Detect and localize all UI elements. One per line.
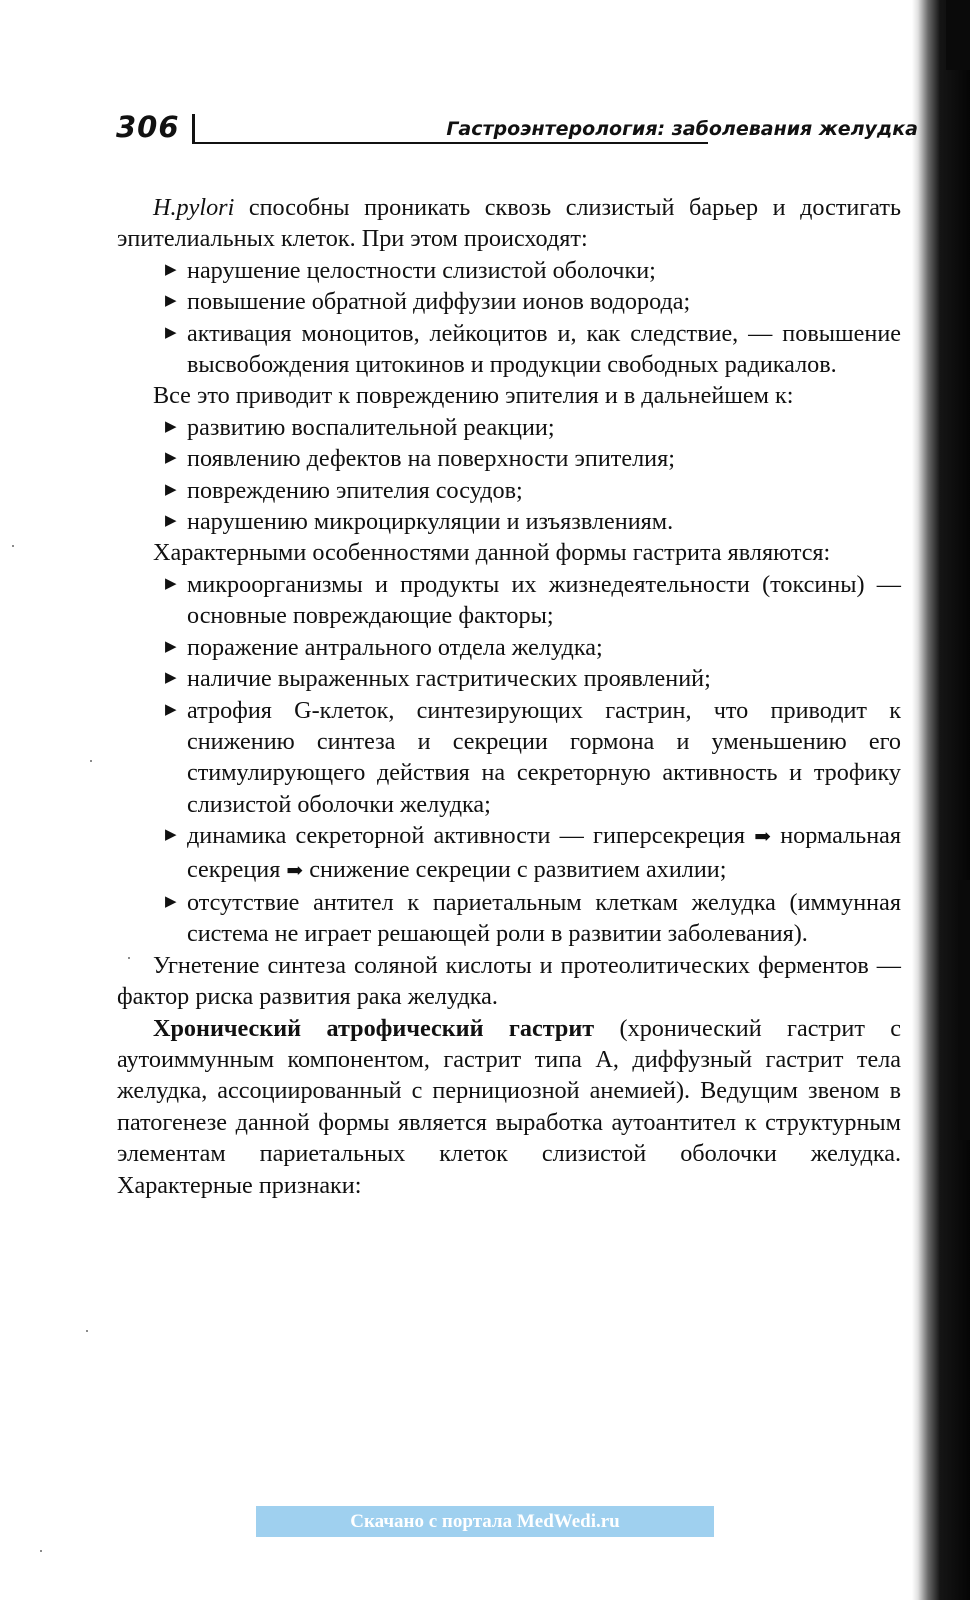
right-arrow-icon: ➡ xyxy=(754,826,772,849)
list-item xyxy=(165,443,901,474)
bullet-arrow-icon: ▶ xyxy=(165,638,177,655)
bullet-list-features xyxy=(117,569,901,950)
list-item xyxy=(165,412,901,443)
paragraph-text: (хронический гастрит с аутоиммунным компонентом, гастрит типа А, диффузный гастрит тела желудка, ассоциированный с пернициозной анемией). Ведущим звеном в патогенезе данной формы является выработка аутоантител к структурным элементам париетальных клеток слизистой оболочки желудка. Характерные признаки: xyxy=(117,1014,902,1199)
bullet-arrow-icon: ▶ xyxy=(165,418,177,435)
paragraph-risk: Угнетение синтеза соляной кислоты и протеолитических ферментов — фактор риска развития рака желудка. xyxy=(117,951,901,1011)
page-header xyxy=(116,108,918,148)
list-item-text: снижение секреции с развитием ахилии; xyxy=(303,855,727,883)
bullet-arrow-icon: ▶ xyxy=(165,261,177,278)
bullet-arrow-icon: ▶ xyxy=(165,701,177,718)
list-item-text: повреждению эпителия сосудов; xyxy=(187,476,523,504)
list-item-text: поражение антрального отдела желудка; xyxy=(187,633,603,661)
bullet-arrow-icon: ▶ xyxy=(165,893,177,910)
list-item xyxy=(165,695,901,821)
bullet-arrow-icon: ▶ xyxy=(165,450,177,467)
list-item-text: атрофия G-клеток, синтезирующих гастрин, что приводит к снижению синтеза и секреции гормона и уменьшению его стимулирующего действия на секреторную активность и трофику слизистой оболочки желудка; xyxy=(187,696,901,818)
list-item-text: нарушение целостности слизистой оболочки; xyxy=(187,256,656,284)
bullet-arrow-icon: ▶ xyxy=(165,575,177,592)
list-item-text: нормальная секреция xyxy=(187,822,901,883)
scan-speck xyxy=(128,957,130,959)
paragraph-features: Характерными особенностями данной формы гастрита являются: xyxy=(153,539,831,567)
list-item xyxy=(165,255,901,286)
page-body xyxy=(117,192,901,1201)
list-item xyxy=(165,286,901,317)
scan-edge-notch xyxy=(946,0,970,70)
paragraph-intro xyxy=(117,192,901,255)
bullet-arrow-icon: ▶ xyxy=(165,324,177,341)
list-item-text: наличие выраженных гастритических проявлений; xyxy=(187,665,711,693)
bullet-arrow-icon: ▶ xyxy=(165,670,177,687)
list-item-text: появлению дефектов на поверхности эпителия; xyxy=(187,445,675,473)
bullet-arrow-icon: ▶ xyxy=(165,293,177,310)
list-item-text: развитию воспалительной реакции; xyxy=(187,413,555,441)
scan-speck xyxy=(86,1330,88,1332)
list-item-text: динамика секреторной активности — гиперсекреция xyxy=(187,822,755,850)
list-item xyxy=(165,820,901,887)
list-item-text: активация моноцитов, лейкоцитов и, как следствие, — повышение высвобождения цитокинов и продукции свободных радикалов. xyxy=(187,319,901,379)
term-h-pylori: H.pylori xyxy=(153,194,235,221)
right-arrow-icon: ➡ xyxy=(286,859,304,882)
list-item-text: отсутствие антител к париетальным клеткам желудка (иммунная система не играет решающей роли в развитии заболевания). xyxy=(187,888,901,948)
list-item xyxy=(165,569,901,632)
running-title: Гастроэнтерология: заболевания желудка xyxy=(446,118,918,140)
page-number: 306 xyxy=(116,110,180,144)
scan-speck xyxy=(90,760,92,762)
list-item xyxy=(165,632,901,663)
bullet-arrow-icon: ▶ xyxy=(165,481,177,498)
scan-edge-notch xyxy=(958,880,970,1140)
list-item xyxy=(165,506,901,537)
list-item xyxy=(165,663,901,694)
scan-edge-shadow xyxy=(912,0,970,1600)
header-horizontal-rule xyxy=(192,142,708,144)
list-item xyxy=(165,887,901,950)
paragraph-atrophic-gastritis xyxy=(117,1013,901,1201)
watermark-banner: Скачано с портала MedWedi.ru xyxy=(256,1506,714,1537)
bullet-list-consequences xyxy=(117,412,901,538)
paragraph-consequences: Все это приводит к повреждению эпителия и в дальнейшем к: xyxy=(153,382,794,410)
term-atrophic-gastritis: Хронический атрофический гастрит xyxy=(153,1014,595,1042)
bullet-arrow-icon: ▶ xyxy=(165,827,177,844)
header-vertical-rule xyxy=(192,114,195,144)
bullet-list-effects xyxy=(117,255,901,381)
scan-speck xyxy=(12,545,14,547)
list-item xyxy=(165,318,901,381)
list-item-text: нарушению микроциркуляции и изъязвлениям. xyxy=(187,508,674,536)
bullet-arrow-icon: ▶ xyxy=(165,513,177,530)
list-item xyxy=(165,475,901,506)
list-item-text: микроорганизмы и продукты их жизнедеятельности (токсины) — основные повреждающие факторы; xyxy=(187,570,901,630)
scan-speck xyxy=(40,1550,42,1552)
paragraph-text: способны проникать сквозь слизистый барьер и достигать эпителиальных клеток. При этом происходят: xyxy=(117,194,901,253)
list-item-text: повышение обратной диффузии ионов водорода; xyxy=(187,288,691,316)
